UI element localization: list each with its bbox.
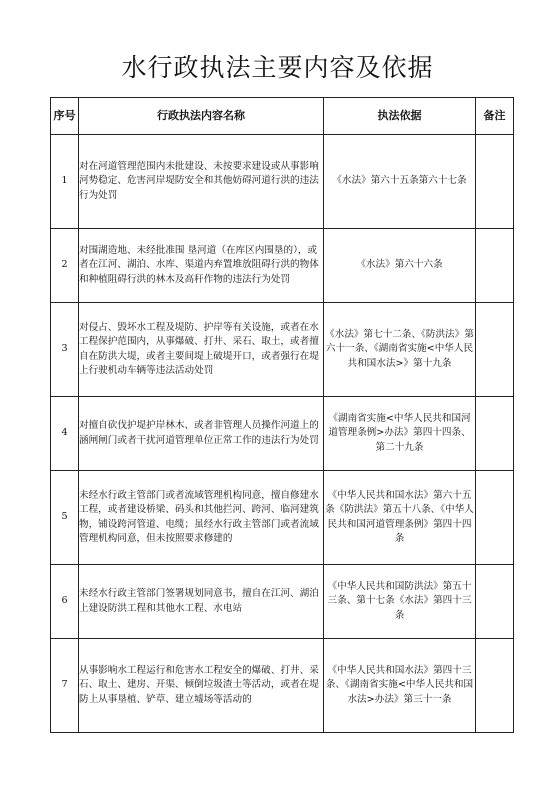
row-content: 对在河道管理范围内未批建设、未按要求建设或从事影响河势稳定、危害河岸堤防安全和其他妨碍河道行洪的违法行为处罚 — [79, 135, 324, 229]
table-row — [51, 639, 514, 733]
row-note — [476, 229, 514, 303]
table-row — [51, 303, 514, 397]
row-note — [476, 397, 514, 471]
row-content: 对侵占、毁坏水工程及堤防、护岸等有关设施，或者在水工程保护范围内，从事爆破、打井、采石、取土，或者擅自在防洪大堤，或者主要间堤上破堤开口，或者强行在堤上行驶机动车辆等违法活动处罚 — [79, 303, 324, 397]
row-seq: 5 — [51, 471, 79, 565]
row-note — [476, 471, 514, 565]
row-basis: 《中华人民共和国防洪法》第五十三条、第十七条《水法》第四十三条 — [324, 565, 476, 639]
row-note — [476, 303, 514, 397]
row-basis: 《水法》第七十二条、《防洪法》第六十一条、《湖南省实施<中华人民共和国水法>》第十九条 — [324, 303, 476, 397]
table-header-row — [51, 98, 514, 135]
header-basis: 执法依据 — [324, 98, 476, 135]
row-note — [476, 135, 514, 229]
row-content: 从事影响水工程运行和危害水工程安全的爆破、打井、采石、取土、建房、开渠、倾倒垃圾渣土等活动，或者在堤防上从事垦植、铲草、建立墟场等活动的 — [79, 639, 324, 733]
row-note — [476, 565, 514, 639]
row-seq: 1 — [51, 135, 79, 229]
row-seq: 6 — [51, 565, 79, 639]
table-row — [51, 135, 514, 229]
row-content: 对围湖造地、未经批准围 垦河道（在库区内围垦的），或者在江河、湖泊、水库、渠道内弃置堆放阻碍行洪的物体和种植阻碍行洪的林木及高秆作物的违法行为处罚 — [79, 229, 324, 303]
table-row — [51, 229, 514, 303]
row-basis: 《湖南省实施<中华人民共和国河道管理条例>办法》第四十四条、第二十九条 — [324, 397, 476, 471]
row-seq: 3 — [51, 303, 79, 397]
row-seq: 2 — [51, 229, 79, 303]
row-content: 对擅自砍伐护堤护岸林木、或者非管理人员操作河道上的涵闸闸门或者干扰河道管理单位正常工作的违法行为处罚 — [79, 397, 324, 471]
row-basis: 《中华人民共和国水法》第六十五条《防洪法》第五十八条、《中华人民共和国河道管理条例》第四十四条 — [324, 471, 476, 565]
row-content: 未经水行政主管部门或者流域管理机构同意，擅自修建水工程，或者建设桥梁、码头和其他拦河、跨河、临河建筑物，铺设跨河管道、电缆；虽经水行政主管部门或者流域管理机构同意，但未按照要求修建的 — [79, 471, 324, 565]
header-note: 备注 — [476, 98, 514, 135]
row-basis: 《水法》第六十六条 — [324, 229, 476, 303]
enforcement-table — [50, 97, 514, 733]
row-seq: 7 — [51, 639, 79, 733]
table-row — [51, 471, 514, 565]
table-row — [51, 397, 514, 471]
row-basis: 《水法》第六十五条第六十七条 — [324, 135, 476, 229]
row-basis: 《中华人民共和国水法》第四十三条、《湖南省实施<中华人民共和国水法>办法》第三十一条 — [324, 639, 476, 733]
row-seq: 4 — [51, 397, 79, 471]
table-row — [51, 565, 514, 639]
row-content: 未经水行政主管部门签署规划同意书，擅自在江河、湖泊上建设防洪工程和其他水工程、水电站 — [79, 565, 324, 639]
header-content: 行政执法内容名称 — [79, 98, 324, 135]
row-note — [476, 639, 514, 733]
header-seq: 序号 — [51, 98, 79, 135]
page-title: 水行政执法主要内容及依据 — [121, 53, 434, 82]
